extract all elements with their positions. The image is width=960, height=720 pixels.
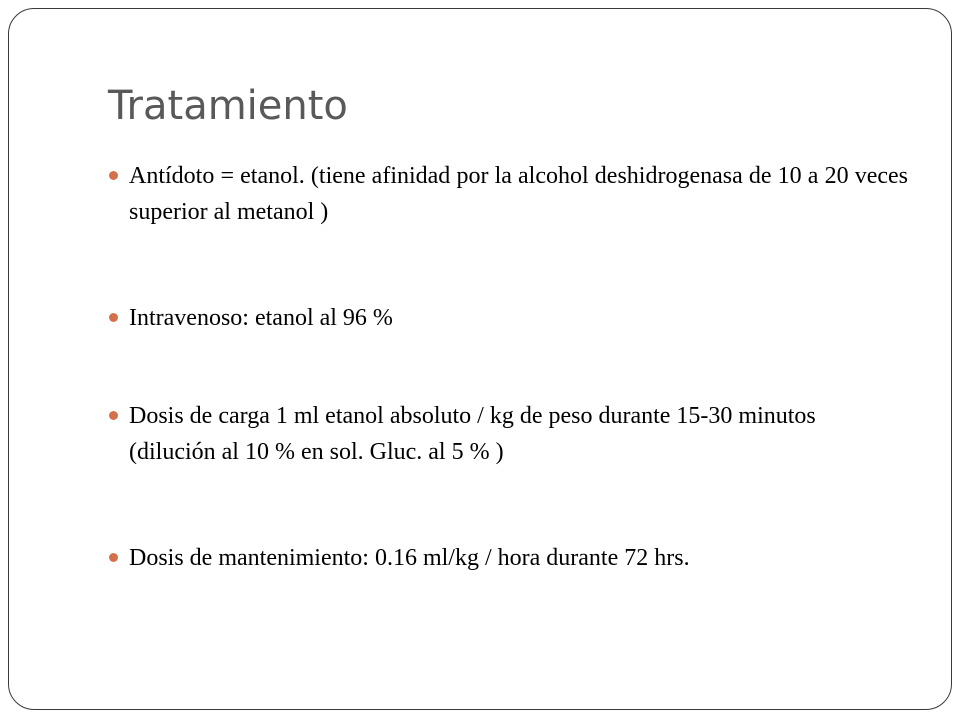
slide-title: Tratamiento bbox=[108, 83, 348, 129]
bullet-text: Dosis de mantenimiento: 0.16 ml/kg / hora durante 72 hrs. bbox=[129, 545, 690, 571]
bullet-text: Dosis de carga 1 ml etanol absoluto / kg de peso durante 15-30 minutos (dilución al 10 % en sol. Gluc. al 5 % ) bbox=[129, 403, 816, 465]
bullet-item-loading-dose bbox=[129, 398, 908, 470]
bullet-item-maintenance-dose bbox=[129, 540, 908, 576]
bullet-text: Antídoto = etanol. (tiene afinidad por la alcohol deshidrogenasa de 10 a 20 veces superior al metanol ) bbox=[129, 163, 908, 225]
bullet-dot-icon bbox=[109, 553, 118, 562]
bullet-item-intravenous bbox=[129, 300, 908, 336]
bullet-item-antidote bbox=[129, 158, 908, 230]
bullet-dot-icon bbox=[109, 171, 118, 180]
bullet-dot-icon bbox=[109, 411, 118, 420]
bullet-text: Intravenoso: etanol al 96 % bbox=[129, 305, 393, 331]
bullet-dot-icon bbox=[109, 313, 118, 322]
